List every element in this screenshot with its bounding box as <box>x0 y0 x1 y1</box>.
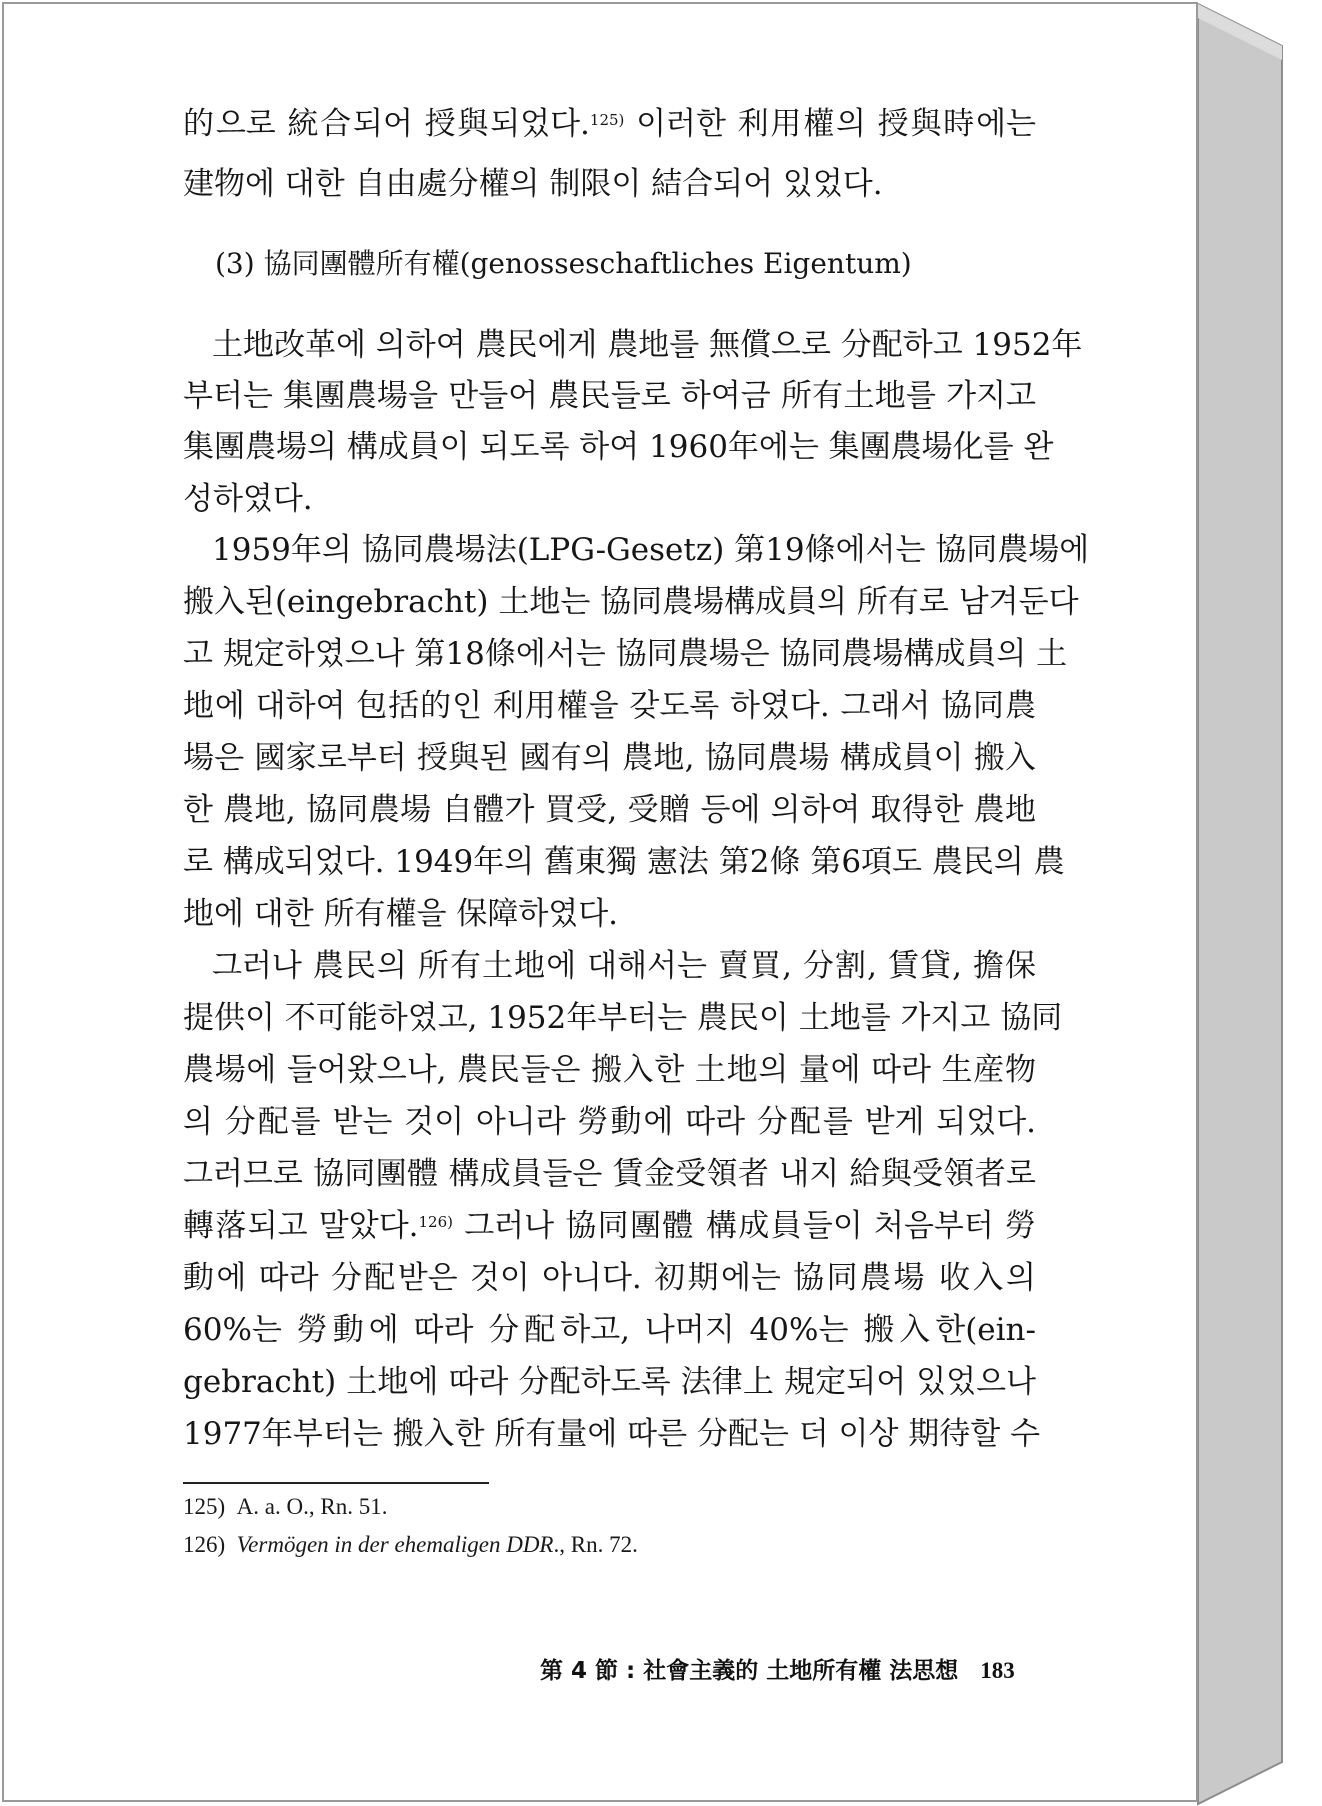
body-line: 土地改革에 의하여 農民에게 農地를 無償으로 分配하고 1952年 <box>212 327 1083 363</box>
page-number: 183 <box>980 1658 1015 1683</box>
body-line: 搬入된(eingebracht) 土地는 協同農場構成員의 所有로 남겨둔다 <box>183 584 1079 620</box>
footnote-126: 126) Vermögen in der ehemaligen DDR., Rn. 72. <box>183 1532 638 1557</box>
body-line: gebracht) 土地에 따라 分配하도록 法律上 規定되어 있었으나 <box>183 1364 1036 1400</box>
body-line: 부터는 集團農場을 만들어 農民들로 하여금 所有土地를 가지고 <box>183 378 1036 414</box>
section-heading: (3) 協同團體所有權(genosseschaftliches Eigentum) <box>215 247 912 280</box>
body-line: 성하였다. <box>183 481 313 517</box>
body-line: 의 分配를 받는 것이 아니라 勞動에 따라 分配를 받게 되었다. <box>183 1104 1036 1140</box>
body-line: 提供이 不可能하였고, 1952年부터는 農民이 土地를 가지고 協同 <box>183 1000 1063 1036</box>
running-footer-section: 第 4 節 : 社會主義的 土地所有權 法思想 <box>540 1658 959 1684</box>
body-line: 集團農場의 構成員이 되도록 하여 1960年에는 集團農場化를 완 <box>183 429 1054 465</box>
body-line: 地에 대한 所有權을 保障하였다. <box>183 896 619 932</box>
body-line: 로 構成되었다. 1949年의 舊東獨 憲法 第2條 第6項도 農民의 農 <box>183 844 1065 880</box>
body-line: 動에 따라 分配받은 것이 아니다. 初期에는 協同農場 收入의 <box>183 1260 1036 1296</box>
body-line: 場은 國家로부터 授與된 國有의 農地, 協同農場 構成員이 搬入 <box>183 740 1036 776</box>
footnote-separator <box>183 1482 489 1484</box>
body-line: 建物에 대한 自由處分權의 制限이 結合되어 있었다. <box>183 166 883 202</box>
body-line: 的으로 統合되어 授與되었다.$^{125)}$ 이러한 利用權의 授與時에는 <box>183 106 1036 142</box>
body-line: 고 規定하였으나 第18條에서는 協同農場은 協同農場構成員의 土 <box>183 636 1068 672</box>
body-line: 그러므로 協同團體 構成員들은 賃金受領者 내지 給與受領者로 <box>183 1156 1036 1192</box>
body-line: 한 農地, 協同農場 自體가 買受, 受贈 등에 의하여 取得한 農地 <box>183 792 1036 828</box>
footnote-ref: 126) <box>418 1213 453 1231</box>
body-line: 轉落되고 말았다.$^{126)}$ 그러나 協同團體 構成員들이 처음부터 勞 <box>183 1208 1037 1244</box>
footnote-125: 125) A. a. O., Rn. 51. <box>183 1494 388 1519</box>
body-line: 그러나 農民의 所有土地에 대해서는 賣買, 分割, 賃貸, 擔保 <box>212 948 1036 984</box>
body-line: 1959年의 協同農場法(LPG-Gesetz) 第19條에서는 協同農場에 <box>212 532 1090 568</box>
body-line: 農場에 들어왔으나, 農民들은 搬入한 土地의 量에 따라 生産物 <box>183 1052 1036 1088</box>
body-line: 1977年부터는 搬入한 所有量에 따른 分配는 더 이상 期待할 수 <box>183 1416 1041 1452</box>
body-line: 60%는 勞動에 따라 分配하고, 나머지 40%는 搬入한(ein- <box>183 1312 1036 1348</box>
running-footer <box>540 1652 1015 1685</box>
footnote-ref: 125) <box>589 111 625 129</box>
body-line: 地에 대하여 包括的인 利用權을 갖도록 하였다. 그래서 協同農 <box>183 688 1036 724</box>
